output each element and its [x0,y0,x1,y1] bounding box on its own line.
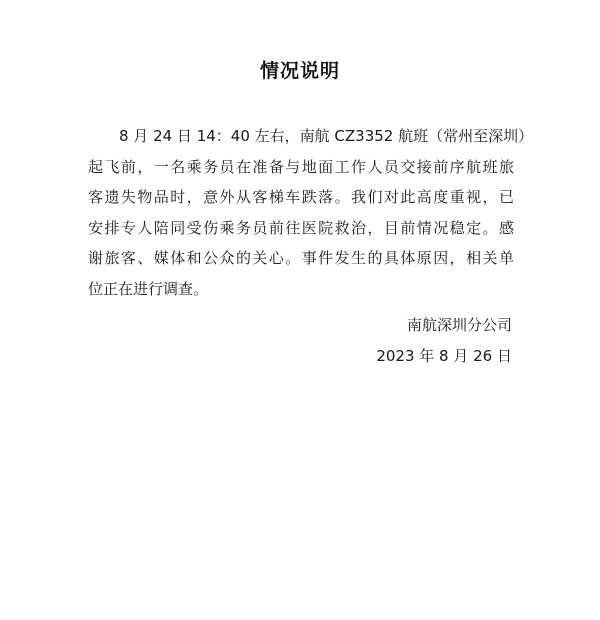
signature-date: 2023 年 8 月 26 日 [376,347,512,365]
document-body [88,121,534,305]
body-line-2: 起飞前，一名乘务员在准备与地面工作人员交接前序航班旅 [88,157,514,176]
body-line-4: 安排专人陪同受伤乘务员前往医院救治，目前情况稳定。感 [88,218,514,237]
body-line-1: 8 月 24 日 14：40 左右，南航 CZ3352 航班（常州至深圳） [119,127,534,145]
signature-organization: 南航深圳分公司 [406,316,512,334]
body-line-6: 位正在进行调查。 [88,279,209,298]
document-title: 情况说明 [259,60,340,82]
body-line-3: 客遗失物品时，意外从客梯车跌落。我们对此高度重视，已 [88,188,514,207]
body-line-5: 谢旅客、媒体和公众的关心。事件发生的具体原因，相关单 [88,249,514,268]
